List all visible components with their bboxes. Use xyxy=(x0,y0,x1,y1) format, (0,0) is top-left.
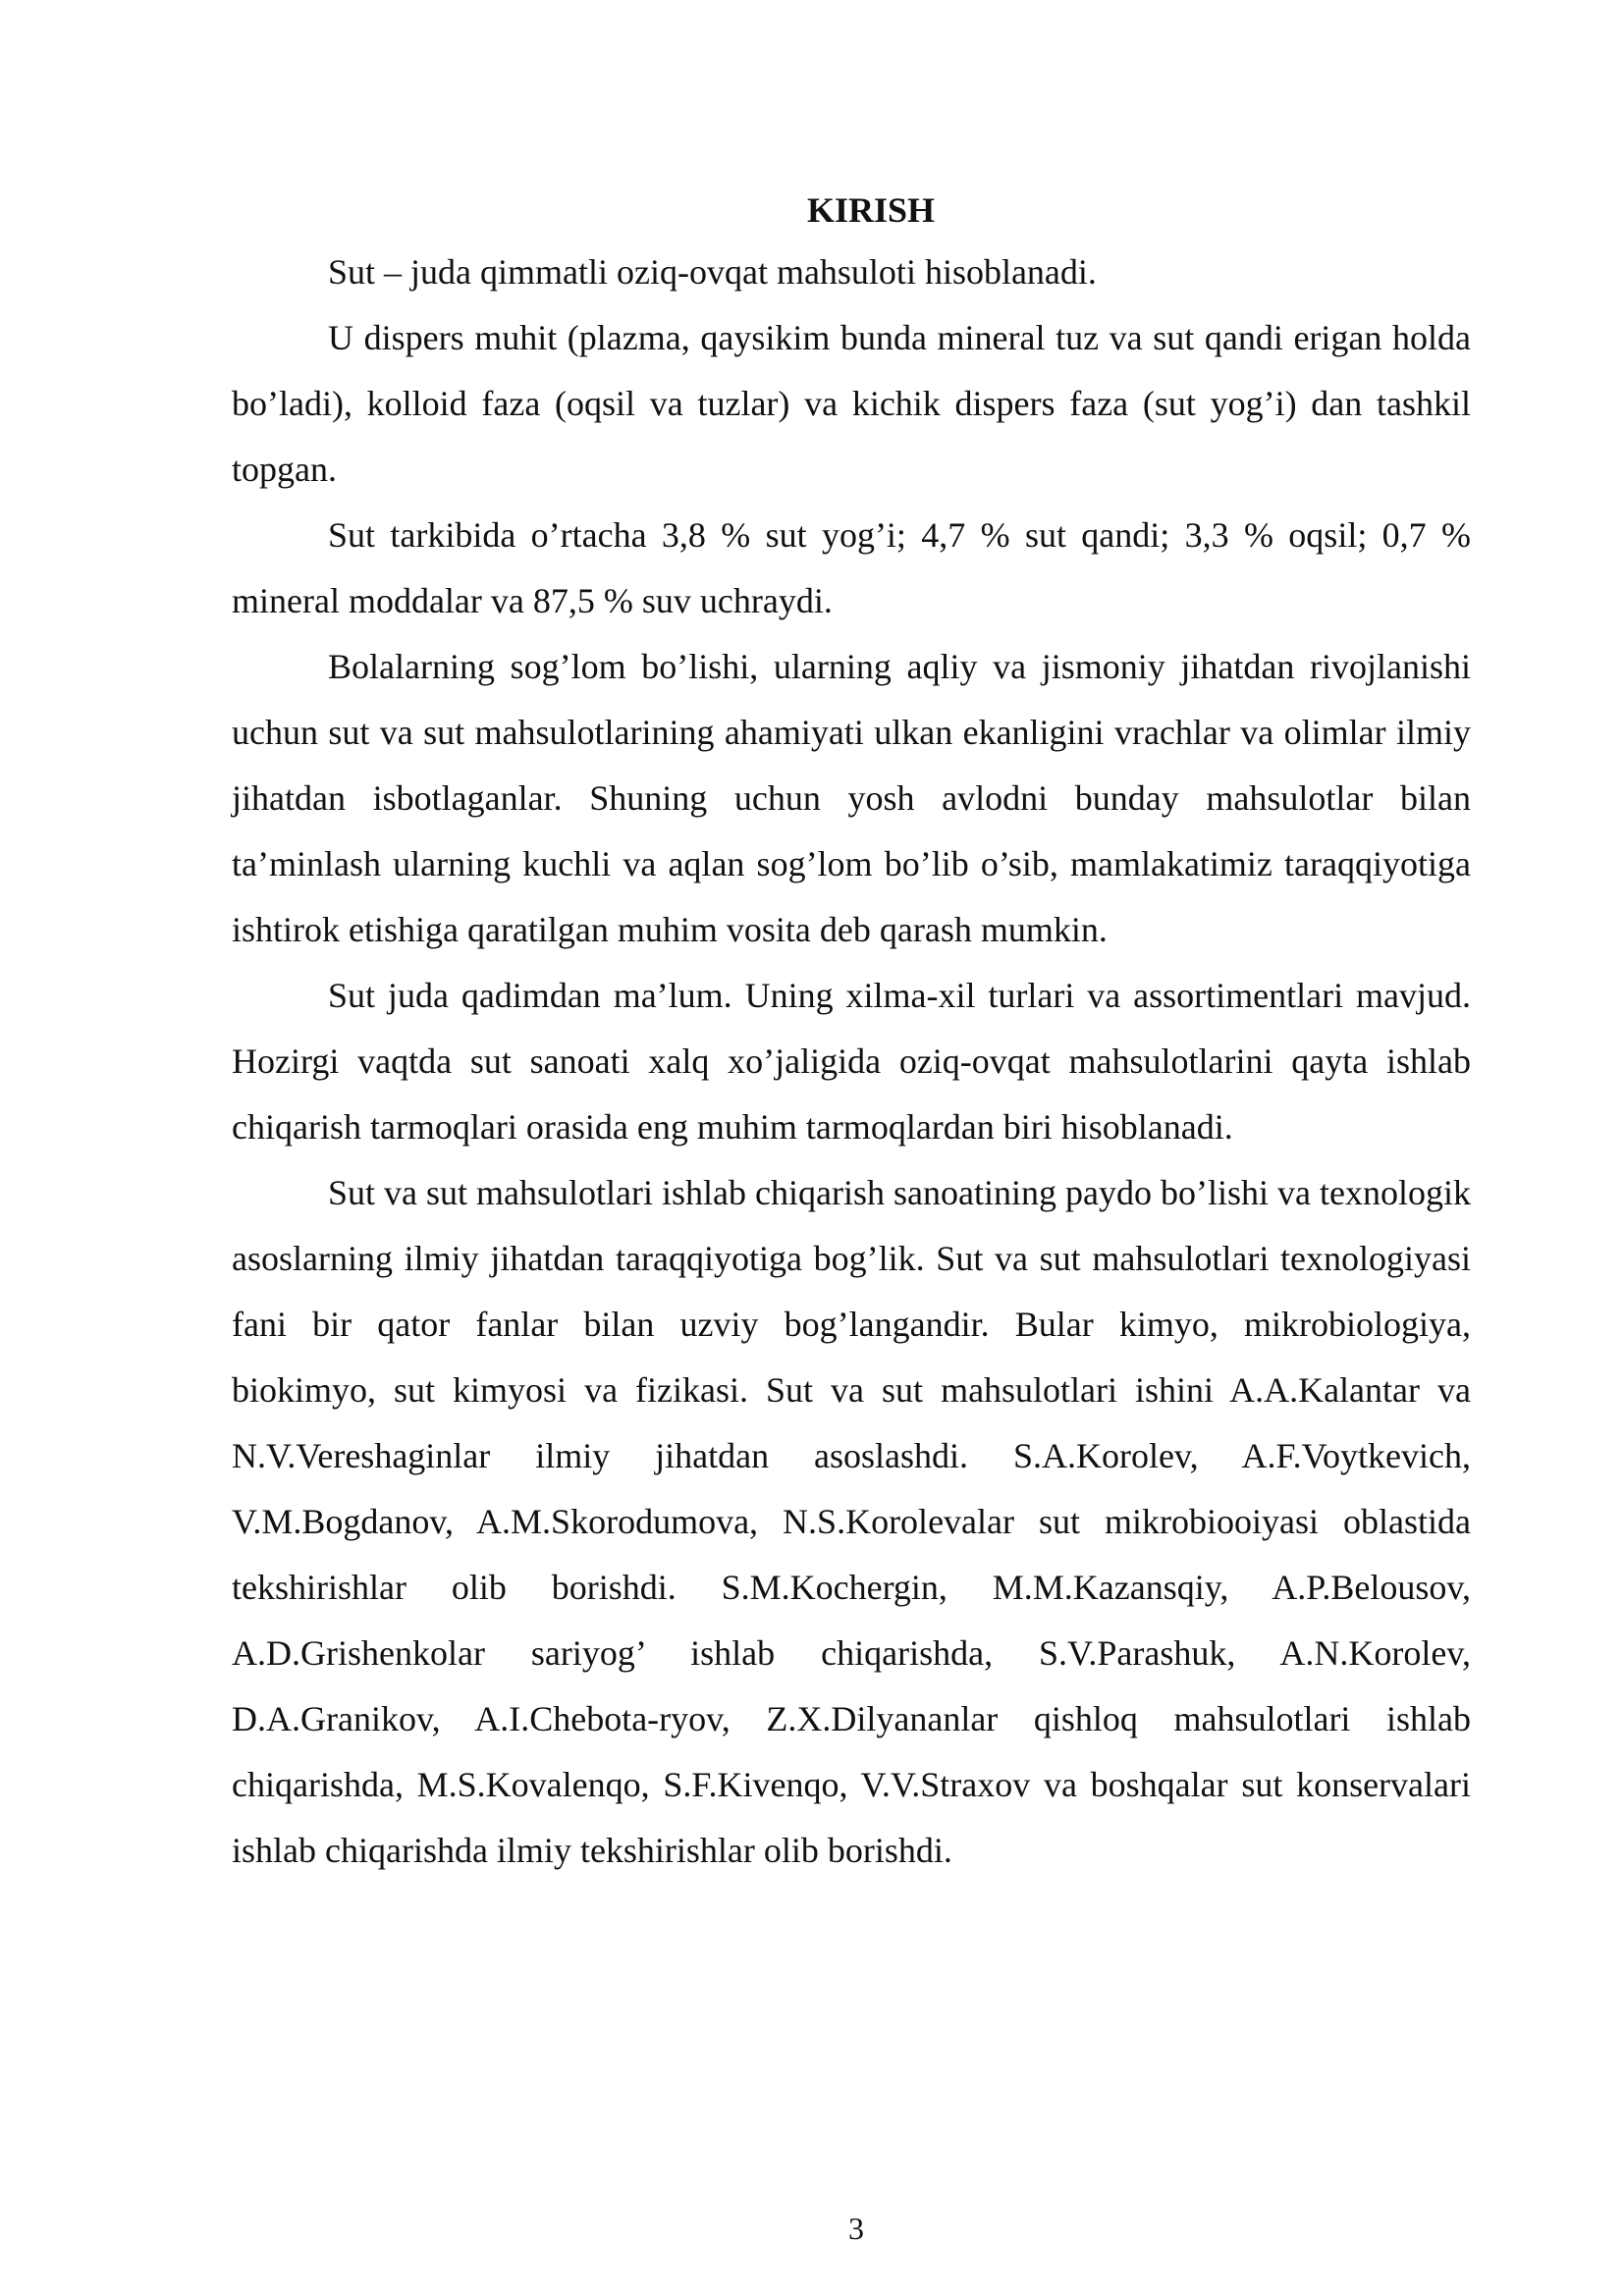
paragraph-4: Bolalarning sog’lom bo’lishi, ularning aqliy va jismoniy jihatdan rivojlanishi uchun sut va sut mahsulotlarining ahamiyati ulkan ekanligini vrachlar va olimlar ilmiy jihatdan isbotlaganlar. Shuning uchun yosh avlodni bunday mahsulotlar bilan ta’minlash ularning kuchli va aqlan sog’lom bo’lib o’sib, mamlakatimiz taraqqiyotiga ishtirok etishiga qaratilgan muhim vosita deb qarash mumkin. xyxy=(232,647,1471,949)
section-title: KIRISH xyxy=(806,190,936,230)
paragraph-6: Sut va sut mahsulotlari ishlab chiqarish sanoatining paydo bo’lishi va texnologik asoslarning ilmiy jihatdan taraqqiyotiga bog’lik. Sut va sut mahsulotlari texnologiyasi fani bir qator fanlar bilan uzviy bog’langandir. Bular kimyo, mikrobiologiya, biokimyo, sut kimyosi va fizikasi. Sut va sut mahsulotlari ishini A.A.Kalantar va N.V.Vereshaginlar ilmiy jihatdan asoslashdi. S.A.Korolev, A.F.Voytkevich, V.M.Bogdanov, A.M.Skorodumova, N.S.Korolevalar sut mikrobiooiyasi oblastida tekshirishlar olib borishdi. S.M.Kochergin, M.M.Kazansqiy, A.P.Belousov, A.D.Grishenkolar sariyog’ ishlab chiqarishda, S.V.Parashuk, A.N.Korolev, D.A.Granikov, A.I.Chebota-ryov, Z.X.Dilyananlar qishloq mahsulotlari ishlab chiqarishda, M.S.Kovalenqo, S.F.Kivenqo, V.V.Straxov va boshqalar sut konservalari ishlab chiqarishda ilmiy tekshirishlar olib borishdi. xyxy=(232,1173,1471,1870)
paragraph-2: U dispers muhit (plazma, qaysikim bunda mineral tuz va sut qandi erigan holda bo’ladi), kolloid faza (oqsil va tuzlar) va kichik dispers faza (sut yog’i) dan tashkil topgan. xyxy=(232,318,1471,489)
paragraph-3: Sut tarkibida o’rtacha 3,8 % sut yog’i; 4,7 % sut qandi; 3,3 % oqsil; 0,7 % mineral moddalar va 87,5 % suv uchraydi. xyxy=(232,515,1471,620)
document-page xyxy=(232,187,1471,1884)
paragraph-1: Sut – juda qimmatli oziq-ovqat mahsuloti hisoblanadi. xyxy=(328,252,1097,292)
page-number: 3 xyxy=(848,2211,864,2246)
paragraph-5: Sut juda qadimdan ma’lum. Uning xilma-xil turlari va assortimentlari mavjud. Hozirgi vaqtda sut sanoati xalq xo’jaligida oziq-ovqat mahsulotlarini qayta ishlab chiqarish tarmoqlari orasida eng muhim tarmoqlardan biri hisoblanadi. xyxy=(232,976,1471,1147)
